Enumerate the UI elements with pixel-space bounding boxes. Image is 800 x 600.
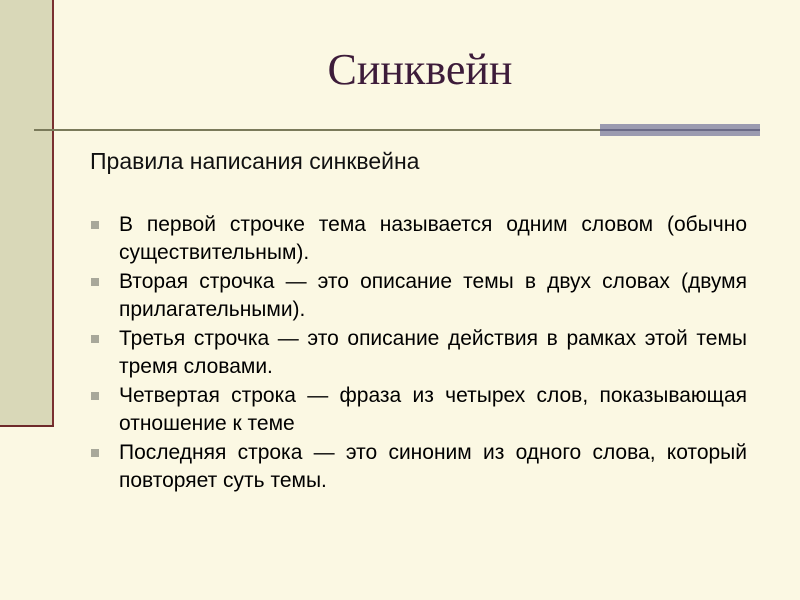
list-item-text: Последняя строка — это синоним из одного слова, который повторяет суть темы. <box>119 441 747 492</box>
square-bullet-icon <box>91 392 99 400</box>
list-item <box>90 211 747 267</box>
side-decoration-bar <box>0 0 52 426</box>
title-divider-accent-line <box>600 129 760 131</box>
list-item-text: Вторая строчка — это описание темы в двух словах (двумя прилагательными). <box>119 270 747 321</box>
square-bullet-icon <box>91 335 99 343</box>
title-divider-line <box>34 129 600 131</box>
list-item-text: Третья строчка — это описание действия в рамках этой темы тремя словами. <box>119 327 747 378</box>
list-item-text: Четвертая строка — фраза из четырех слов, показывающая отношение к теме <box>119 384 747 435</box>
rules-list <box>90 211 747 496</box>
list-item <box>90 325 747 381</box>
square-bullet-icon <box>91 278 99 286</box>
side-bar-edge-line <box>52 0 54 426</box>
list-item <box>90 439 747 495</box>
slide-subtitle: Правила написания синквейна <box>90 148 420 174</box>
list-item-text: В первой строчке тема называется одним словом (обычно существительным). <box>119 213 747 264</box>
list-item <box>90 268 747 324</box>
slide-title: Синквейн <box>327 45 513 94</box>
list-item <box>90 382 747 438</box>
square-bullet-icon <box>91 221 99 229</box>
square-bullet-icon <box>91 449 99 457</box>
side-bar-base-line <box>0 425 54 427</box>
